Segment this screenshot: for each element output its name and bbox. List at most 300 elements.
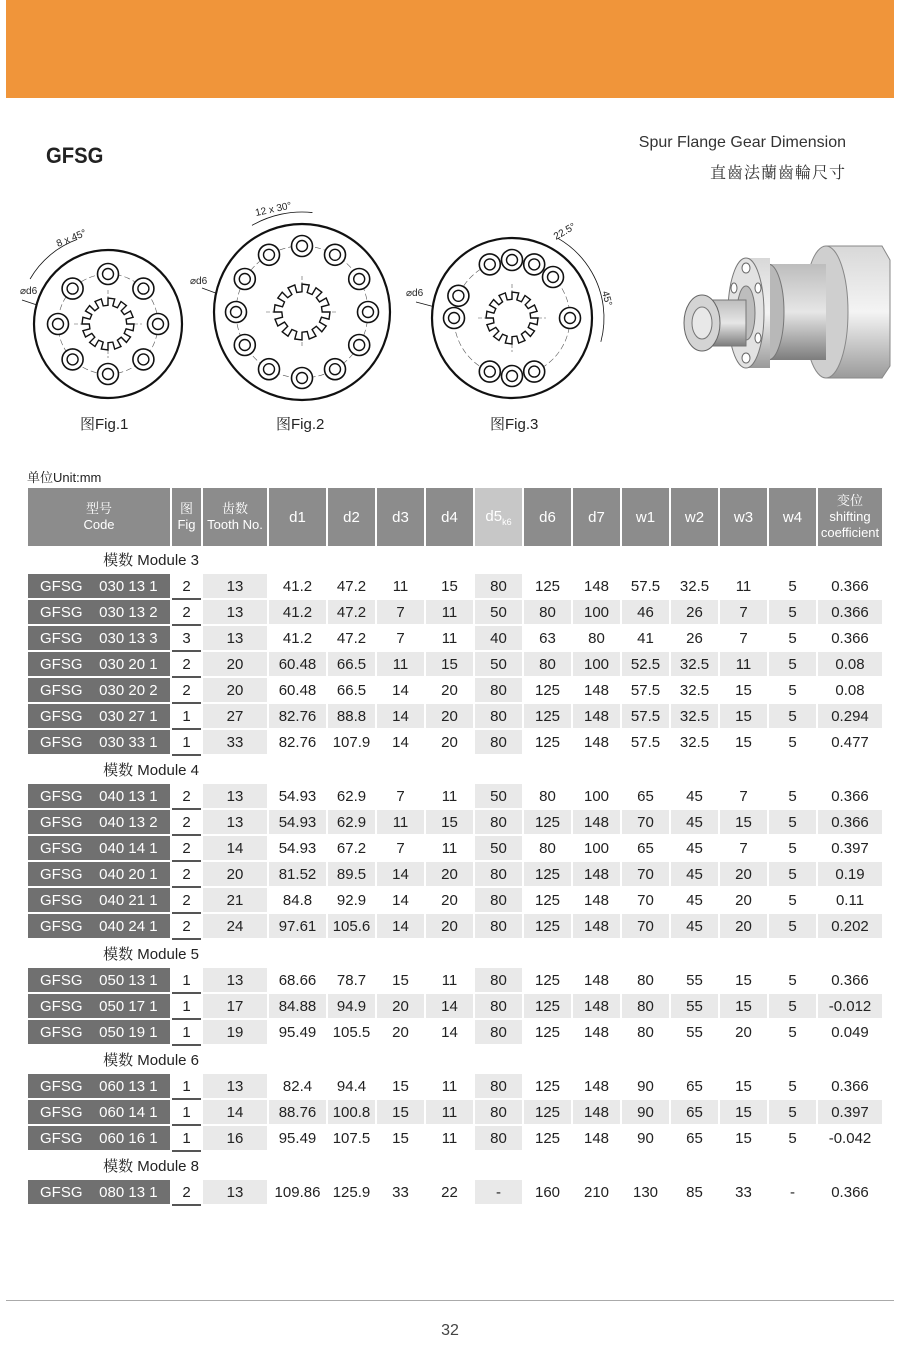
- bolt-hole: [453, 290, 464, 301]
- table-cell: 0.366: [818, 1074, 882, 1100]
- table-cell: 5: [769, 810, 816, 836]
- table-cell: 20: [720, 1020, 767, 1046]
- table-cell: 80: [524, 784, 571, 810]
- cell-code: GFSG 050 13 1: [28, 968, 170, 994]
- table-cell: 20: [426, 678, 473, 704]
- col-d1: d1: [269, 488, 326, 546]
- table-row: [28, 1180, 882, 1206]
- table-cell: 80: [475, 678, 522, 704]
- table-cell: 32.5: [671, 652, 718, 678]
- table-cell: 54.93: [269, 784, 326, 810]
- table-cell: 15: [720, 1126, 767, 1152]
- table-cell: 11: [426, 600, 473, 626]
- table-cell: 16: [203, 1126, 267, 1152]
- table-cell: 11: [377, 810, 424, 836]
- table-cell: 65: [671, 1074, 718, 1100]
- table-cell: 15: [720, 968, 767, 994]
- cell-code: GFSG 030 20 2: [28, 678, 170, 704]
- table-cell: 0.397: [818, 836, 882, 862]
- cell-code: GFSG 040 24 1: [28, 914, 170, 940]
- bolt-hole: [53, 319, 64, 330]
- title-chinese: 直齒法蘭齒輪尺寸: [709, 165, 846, 182]
- cell-code: GFSG 060 14 1: [28, 1100, 170, 1126]
- table-cell: 5: [769, 1074, 816, 1100]
- cell-fig: 1: [172, 968, 201, 994]
- table-cell: 148: [573, 862, 620, 888]
- table-cell: 82.76: [269, 730, 326, 756]
- table-cell: 14: [203, 836, 267, 862]
- table-cell: 60.48: [269, 678, 326, 704]
- table-cell: 13: [203, 600, 267, 626]
- table-cell: 14: [377, 730, 424, 756]
- table-cell: 33: [720, 1180, 767, 1206]
- bolt-hole: [67, 354, 78, 365]
- table-cell: 125: [524, 730, 571, 756]
- bolt-hole: [264, 249, 275, 260]
- table-cell: 54.93: [269, 810, 326, 836]
- table-cell: 94.4: [328, 1074, 375, 1100]
- bolt-hole: [363, 307, 374, 318]
- table-cell: 15: [720, 730, 767, 756]
- col-d3: d3: [377, 488, 424, 546]
- col-d5: $d5_{k6}$: [475, 488, 522, 546]
- col-w3: w3: [720, 488, 767, 546]
- cell-fig: 3: [172, 626, 201, 652]
- table-cell: 15: [426, 810, 473, 836]
- table-cell: 125: [524, 810, 571, 836]
- table-cell: 125: [524, 704, 571, 730]
- table-cell: 80: [475, 914, 522, 940]
- table-cell: 125: [524, 1020, 571, 1046]
- cell-fig: 2: [172, 574, 201, 600]
- fig3-angle-label: 22.5°: [552, 221, 578, 243]
- table-cell: 22: [426, 1180, 473, 1206]
- table-cell: 20: [426, 862, 473, 888]
- table-row: [28, 810, 882, 836]
- bolt-hole: [548, 272, 559, 283]
- table-row: [28, 836, 882, 862]
- unit-label: 单位Unit:mm: [27, 470, 102, 485]
- cell-code: GFSG 060 13 1: [28, 1074, 170, 1100]
- dimension-arc: [592, 272, 604, 342]
- table-cell: 65: [671, 1100, 718, 1126]
- table-cell: 5: [769, 678, 816, 704]
- table-cell: 80: [475, 810, 522, 836]
- table-cell: 13: [203, 810, 267, 836]
- bolt-hole: [103, 369, 114, 380]
- table-cell: 17: [203, 994, 267, 1020]
- table-cell: 15: [720, 678, 767, 704]
- table-cell: 20: [720, 914, 767, 940]
- table-row: [28, 1126, 882, 1152]
- table-cell: 80: [622, 994, 669, 1020]
- col-code: 型号 Code: [28, 488, 170, 546]
- table-cell: 14: [426, 994, 473, 1020]
- cell-fig: 2: [172, 914, 201, 940]
- table-cell: 80: [475, 730, 522, 756]
- table-row: [28, 704, 882, 730]
- table-cell: 14: [203, 1100, 267, 1126]
- table-cell: 80: [622, 968, 669, 994]
- table-cell: 26: [671, 626, 718, 652]
- cell-fig: 1: [172, 704, 201, 730]
- cell-fig: 2: [172, 1180, 201, 1206]
- table-cell: 15: [377, 968, 424, 994]
- table-cell: 0.366: [818, 574, 882, 600]
- table-cell: 27: [203, 704, 267, 730]
- table-cell: 148: [573, 1100, 620, 1126]
- dimension-table: [26, 488, 884, 1206]
- table-cell: 32.5: [671, 704, 718, 730]
- bolt-hole: [297, 373, 308, 384]
- bolt-hole: [354, 340, 365, 351]
- table-cell: 65: [622, 836, 669, 862]
- table-cell: 5: [769, 730, 816, 756]
- table-cell: 20: [426, 914, 473, 940]
- figure-2-caption: 图Fig.2: [276, 416, 325, 433]
- table-cell: 148: [573, 1020, 620, 1046]
- table-cell: 148: [573, 914, 620, 940]
- fig3-angle-label-2: 45°: [599, 289, 614, 308]
- cell-code: GFSG 030 13 1: [28, 574, 170, 600]
- table-cell: 107.5: [328, 1126, 375, 1152]
- table-cell: 45: [671, 810, 718, 836]
- table-row: [28, 600, 882, 626]
- table-cell: 11: [377, 652, 424, 678]
- table-cell: 57.5: [622, 574, 669, 600]
- table-cell: 105.6: [328, 914, 375, 940]
- col-w4: w4: [769, 488, 816, 546]
- table-cell: 55: [671, 1020, 718, 1046]
- cell-code: GFSG 040 13 2: [28, 810, 170, 836]
- table-cell: 97.61: [269, 914, 326, 940]
- table-cell: 70: [622, 862, 669, 888]
- col-w1: w1: [622, 488, 669, 546]
- table-cell: 67.2: [328, 836, 375, 862]
- table-cell: 11: [426, 1126, 473, 1152]
- fig2-angle-label: 12 x 30°: [254, 200, 293, 219]
- table-cell: 148: [573, 1126, 620, 1152]
- bolt-hole: [138, 283, 149, 294]
- cell-fig: 1: [172, 1100, 201, 1126]
- table-cell: 5: [769, 836, 816, 862]
- table-cell: 5: [769, 888, 816, 914]
- table-cell: 70: [622, 914, 669, 940]
- table-cell: 11: [426, 784, 473, 810]
- figure-1-diagram: [10, 200, 200, 405]
- table-cell: 148: [573, 704, 620, 730]
- table-cell: 125: [524, 862, 571, 888]
- table-cell: 80: [475, 1126, 522, 1152]
- cell-code: GFSG 030 27 1: [28, 704, 170, 730]
- col-teeth: 齿数 Tooth No.: [203, 488, 267, 546]
- col-d2: d2: [328, 488, 375, 546]
- table-cell: 62.9: [328, 784, 375, 810]
- table-cell: 90: [622, 1100, 669, 1126]
- table-cell: 40: [475, 626, 522, 652]
- table-cell: 45: [671, 914, 718, 940]
- table-cell: 5: [769, 600, 816, 626]
- cell-code: GFSG 060 16 1: [28, 1126, 170, 1152]
- table-cell: 33: [203, 730, 267, 756]
- cell-code: GFSG 030 13 2: [28, 600, 170, 626]
- cell-code: GFSG 040 20 1: [28, 862, 170, 888]
- bolt-hole: [507, 371, 518, 382]
- bolt-hole: [153, 319, 164, 330]
- table-cell: 0.366: [818, 810, 882, 836]
- table-cell: 20: [377, 994, 424, 1020]
- table-cell: 65: [671, 1126, 718, 1152]
- col-d4: d4: [426, 488, 473, 546]
- table-cell: 85: [671, 1180, 718, 1206]
- table-cell: 80: [475, 994, 522, 1020]
- table-cell: 65: [622, 784, 669, 810]
- table-cell: 14: [426, 1020, 473, 1046]
- bolt-hole: [239, 274, 250, 285]
- cell-code: GFSG 050 17 1: [28, 994, 170, 1020]
- cell-fig: 1: [172, 1020, 201, 1046]
- cell-fig: 1: [172, 1074, 201, 1100]
- table-cell: 41.2: [269, 626, 326, 652]
- table-cell: 88.76: [269, 1100, 326, 1126]
- table-cell: 125: [524, 1074, 571, 1100]
- table-cell: 15: [720, 994, 767, 1020]
- col-shifting-coefficient: 变位 shifting coefficient: [818, 488, 882, 546]
- table-cell: 90: [622, 1126, 669, 1152]
- cell-fig: 1: [172, 730, 201, 756]
- table-cell: 15: [720, 810, 767, 836]
- table-cell: 109.86: [269, 1180, 326, 1206]
- fig3-hole-label: ⌀d6: [406, 288, 424, 299]
- table-cell: 0.202: [818, 914, 882, 940]
- table-cell: 14: [377, 888, 424, 914]
- cell-code: GFSG 080 13 1: [28, 1180, 170, 1206]
- table-cell: 66.5: [328, 652, 375, 678]
- table-cell: 5: [769, 704, 816, 730]
- table-cell: 210: [573, 1180, 620, 1206]
- table-cell: 80: [524, 600, 571, 626]
- table-cell: 57.5: [622, 704, 669, 730]
- bolt-hole: [103, 269, 114, 280]
- table-row: [28, 994, 882, 1020]
- bolt-hole: [529, 366, 540, 377]
- module-group-label: [28, 1046, 882, 1074]
- table-cell: 0.08: [818, 652, 882, 678]
- table-cell: 5: [769, 652, 816, 678]
- page-number: 32: [441, 1322, 459, 1339]
- table-row: [28, 968, 882, 994]
- figure-2-diagram: [190, 200, 406, 405]
- table-cell: 45: [671, 836, 718, 862]
- table-cell: 100.8: [328, 1100, 375, 1126]
- table-cell: 63: [524, 626, 571, 652]
- table-cell: 20: [720, 888, 767, 914]
- table-cell: 100: [573, 836, 620, 862]
- cell-fig: 2: [172, 862, 201, 888]
- bolt-hole: [264, 364, 275, 375]
- table-cell: 125: [524, 574, 571, 600]
- figure-3-diagram: [402, 200, 632, 405]
- table-cell: 89.5: [328, 862, 375, 888]
- table-cell: 41.2: [269, 574, 326, 600]
- table-cell: 80: [475, 1100, 522, 1126]
- spline-gear: [486, 292, 538, 344]
- table-row: [28, 1074, 882, 1100]
- table-cell: 15: [377, 1100, 424, 1126]
- table-cell: 125: [524, 1126, 571, 1152]
- module-label: 模数 Module 3: [28, 546, 201, 574]
- table-cell: 14: [377, 862, 424, 888]
- table-cell: 13: [203, 574, 267, 600]
- table-cell: 84.88: [269, 994, 326, 1020]
- table-cell: 0.366: [818, 968, 882, 994]
- module-label: 模数 Module 5: [28, 940, 201, 968]
- bolt-hole: [354, 274, 365, 285]
- table-cell: 148: [573, 730, 620, 756]
- table-cell: 148: [573, 1074, 620, 1100]
- table-cell: 15: [426, 574, 473, 600]
- table-cell: 15: [377, 1074, 424, 1100]
- cell-fig: 2: [172, 784, 201, 810]
- table-cell: 13: [203, 968, 267, 994]
- table-cell: 47.2: [328, 574, 375, 600]
- table-cell: 11: [377, 574, 424, 600]
- table-header-row: [28, 488, 882, 546]
- col-fig: 图 Fig: [172, 488, 201, 546]
- table-cell: 41: [622, 626, 669, 652]
- table-cell: 20: [203, 678, 267, 704]
- cell-fig: 2: [172, 652, 201, 678]
- table-cell: 0.366: [818, 626, 882, 652]
- cell-code: GFSG 030 13 3: [28, 626, 170, 652]
- table-cell: 0.366: [818, 1180, 882, 1206]
- table-cell: 21: [203, 888, 267, 914]
- table-cell: 125: [524, 994, 571, 1020]
- table-cell: 80: [524, 652, 571, 678]
- table-cell: 95.49: [269, 1126, 326, 1152]
- gearbox-photo: [676, 238, 896, 413]
- table-cell: 62.9: [328, 810, 375, 836]
- table-cell: 15: [720, 1100, 767, 1126]
- table-cell: 33: [377, 1180, 424, 1206]
- table-cell: 57.5: [622, 678, 669, 704]
- table-cell: 0.049: [818, 1020, 882, 1046]
- table-row: [28, 626, 882, 652]
- fig2-hole-label: ⌀d6: [190, 276, 208, 287]
- table-cell: 20: [426, 704, 473, 730]
- table-cell: 11: [426, 836, 473, 862]
- table-cell: 5: [769, 1020, 816, 1046]
- table-cell: 15: [720, 1074, 767, 1100]
- table-cell: 148: [573, 968, 620, 994]
- table-cell: 5: [769, 968, 816, 994]
- cell-fig: 2: [172, 600, 201, 626]
- table-cell: 50: [475, 652, 522, 678]
- table-cell: 7: [720, 836, 767, 862]
- table-cell: 80: [475, 1020, 522, 1046]
- table-row: [28, 862, 882, 888]
- cell-fig: 2: [172, 678, 201, 704]
- table-row: [28, 1100, 882, 1126]
- table-cell: 19: [203, 1020, 267, 1046]
- table-cell: 11: [426, 968, 473, 994]
- cell-code: GFSG 050 19 1: [28, 1020, 170, 1046]
- table-cell: 50: [475, 600, 522, 626]
- table-cell: 100: [573, 652, 620, 678]
- bolt-hole: [330, 364, 341, 375]
- cell-code: GFSG 040 13 1: [28, 784, 170, 810]
- table-cell: 20: [426, 730, 473, 756]
- table-cell: 82.76: [269, 704, 326, 730]
- table-cell: 60.48: [269, 652, 326, 678]
- table-cell: 0.08: [818, 678, 882, 704]
- table-cell: 15: [426, 652, 473, 678]
- table-cell: 80: [475, 862, 522, 888]
- cell-code: GFSG 030 20 1: [28, 652, 170, 678]
- spline-gear: [82, 298, 134, 350]
- table-row: [28, 784, 882, 810]
- table-cell: 13: [203, 1180, 267, 1206]
- table-cell: 14: [377, 704, 424, 730]
- table-cell: 100: [573, 784, 620, 810]
- table-cell: 55: [671, 994, 718, 1020]
- table-cell: 80: [524, 836, 571, 862]
- table-row: [28, 888, 882, 914]
- table-cell: 20: [203, 652, 267, 678]
- table-cell: 11: [426, 626, 473, 652]
- cell-code: GFSG 040 21 1: [28, 888, 170, 914]
- table-row: [28, 914, 882, 940]
- cell-fig: 1: [172, 1126, 201, 1152]
- product-code: GFSG: [46, 143, 104, 168]
- table-cell: 50: [475, 836, 522, 862]
- bolt-hole: [330, 249, 341, 260]
- module-label: 模数 Module 6: [28, 1046, 201, 1074]
- table-cell: 80: [573, 626, 620, 652]
- table-cell: 66.5: [328, 678, 375, 704]
- table-cell: 78.7: [328, 968, 375, 994]
- fig1-angle-label: 8 x 45°: [55, 227, 89, 250]
- table-cell: 7: [720, 626, 767, 652]
- table-cell: 50: [475, 784, 522, 810]
- table-cell: 7: [720, 784, 767, 810]
- table-cell: 160: [524, 1180, 571, 1206]
- table-cell: 148: [573, 888, 620, 914]
- fig1-hole-label: ⌀d6: [20, 286, 38, 297]
- table-cell: 0.294: [818, 704, 882, 730]
- table-cell: 47.2: [328, 600, 375, 626]
- table-cell: 55: [671, 968, 718, 994]
- bolt-hole: [529, 259, 540, 270]
- table-cell: 5: [769, 994, 816, 1020]
- table-cell: -: [475, 1180, 522, 1206]
- table-cell: 5: [769, 626, 816, 652]
- col-w2: w2: [671, 488, 718, 546]
- table-cell: 125: [524, 914, 571, 940]
- table-cell: -: [769, 1180, 816, 1206]
- table-cell: 125: [524, 888, 571, 914]
- table-cell: 125: [524, 678, 571, 704]
- table-cell: 90: [622, 1074, 669, 1100]
- table-cell: 125: [524, 1100, 571, 1126]
- table-cell: 70: [622, 888, 669, 914]
- cell-code: GFSG 030 33 1: [28, 730, 170, 756]
- table-cell: 15: [720, 704, 767, 730]
- table-cell: 82.4: [269, 1074, 326, 1100]
- table-cell: 7: [377, 600, 424, 626]
- module-label: 模数 Module 4: [28, 756, 201, 784]
- table-cell: 14: [377, 678, 424, 704]
